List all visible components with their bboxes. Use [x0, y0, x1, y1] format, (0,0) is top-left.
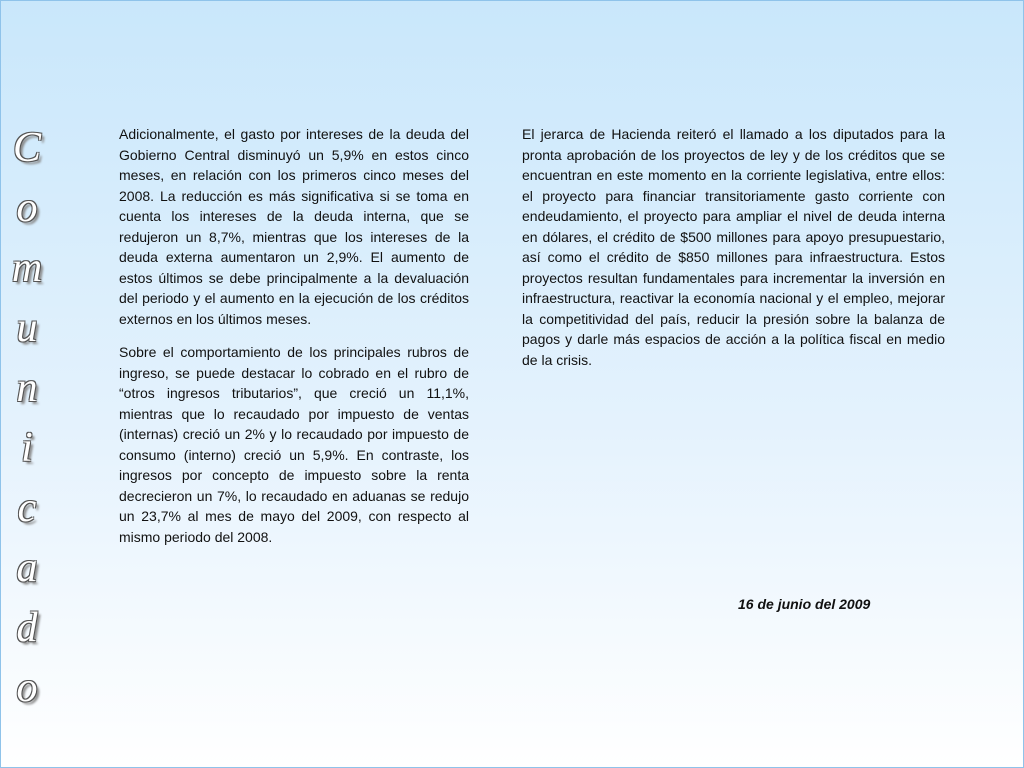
vertical-title-comunicado [6, 118, 48, 718]
title-letter: a [16, 545, 38, 591]
publication-date: 16 de junio del 2009 [738, 596, 871, 612]
title-letter: o [16, 185, 38, 231]
paragraph-legislative-call: El jerarca de Hacienda reiteró el llamado a los diputados para la pronta aprobación de los proyectos de ley y de los créditos que se encuentran en este momento en la corriente legislativa, entre ellos: el proyecto para financiar transitoriamente gasto corriente con endeudamiento, el proyecto para ampliar el nivel de deuda interna en dólares, el crédito de $500 millones para apoyo presupuestario, así como el crédito de $850 millones para infraestructura. Estos proyectos resultan fundamentales para incrementar la inversión en infraestructura, reactivar la economía nacional y el empleo, mejorar la competitividad del país, reducir la presión sobre la balanza de pagos y darle más espacios de acción a la política fiscal en medio de la crisis. [522, 126, 945, 368]
title-letter: c [17, 485, 37, 531]
paragraph-interest-spending: Adicionalmente, el gasto por intereses de la deuda del Gobierno Central disminuyó un 5,9% en estos cinco meses, en relación con los primeros cinco meses del 2008. La reducción es más significativa si se toma en cuenta los intereses de la deuda interna, que se redujeron un 8,7%, mientras que los intereses de la deuda externa aumentaron un 2,9%. El aumento de estos últimos se debe principalmente a la devaluación del periodo y el aumento en la ejecución de los créditos externos en los últimos meses. [119, 126, 469, 327]
title-letter: n [16, 365, 38, 411]
title-letter: o [16, 665, 38, 711]
title-letter: i [21, 425, 33, 471]
title-letter: u [16, 305, 38, 351]
title-letter: d [16, 605, 38, 651]
title-letter: m [11, 245, 43, 291]
left-text-column [119, 124, 469, 560]
title-letter: C [12, 125, 41, 171]
paragraph-revenue-items: Sobre el comportamiento de los principales rubros de ingreso, se puede destacar lo cobrado en el rubro de “otros ingresos tributarios”, que creció un 11,1%, mientras que lo recaudado por impuesto de ventas (internas) creció un 2% y lo recaudado por impuesto de consumo (interno) creció un 5,9%. En contraste, los ingresos por concepto de impuesto sobre la renta decrecieron un 7%, lo recaudado en aduanas se redujo un 23,7% al mes de mayo del 2009, con respecto al mismo periodo del 2008. [119, 344, 469, 545]
right-text-column [522, 124, 945, 383]
